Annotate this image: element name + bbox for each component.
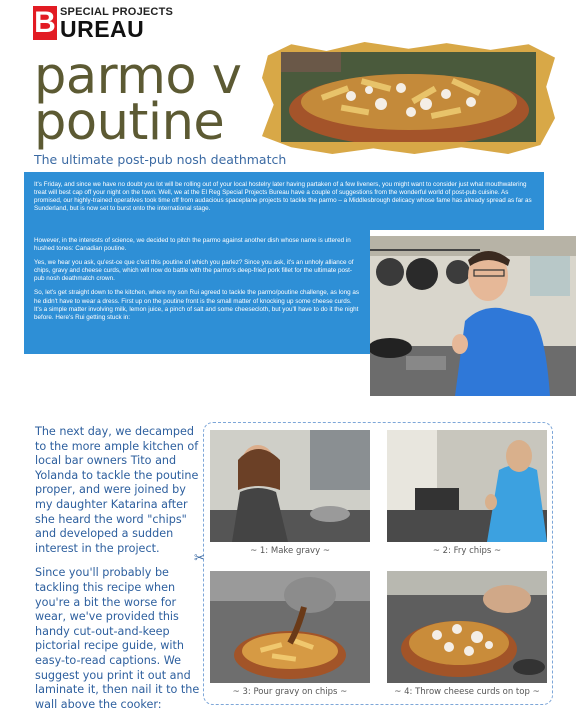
logo-badge: B — [34, 6, 56, 39]
step-4-photo — [387, 571, 547, 683]
side-column — [35, 425, 205, 722]
intro-paragraph-4: So, let's get straight down to the kitchen, where my son Rui agreed to tackle the parmo/poutine challenge, as long as he didn't have to wear a dress. First up on the poutine front is the small matter of knocking up some cheese curds. It's a simple matter involving milk, lemon juice, a pinch of salt and some cheesecloth, but you'll have to do it the night before. Here's Rui getting stuck in: — [34, 289, 359, 321]
step-2-photo — [387, 430, 547, 542]
rui-cooking-photo — [370, 236, 576, 396]
side-paragraph-2: Since you'll probably be tackling this recipe when you're a bit the worse for wear, we've provided this handy cut-out-and-keep pictorial recipe guide, with easy-to-read captions. We suggest you print it out and laminate it, then nail it to the wall above the cooker: — [35, 566, 200, 711]
scissors-icon: ✂ — [194, 550, 205, 565]
intro-paragraph-2: However, in the interests of science, we decided to pitch the parmo against another dish whose name is uttered in hushed tones: Canadian poutine. — [34, 237, 351, 253]
title-line1: parmo v — [34, 47, 242, 106]
step-2-caption: ~ 2: Fry chips ~ — [432, 546, 502, 556]
poutine-dish-photo — [281, 52, 536, 142]
side-paragraph-1: The next day, we decamped to the more ample kitchen of local bar owners Tito and Yolanda to tackle the poutine proper, and were joined by my daughter Katarina after she heard the word "chips" and developed a sudden interest in the project. — [35, 425, 199, 555]
page-title — [34, 47, 274, 152]
step-4-caption: ~ 4: Throw cheese curds on top ~ — [394, 687, 540, 697]
intro-paragraph-1: It's Friday, and since we have no doubt you lot will be rolling out of your local hostelry later having partaken of a few liveners, you might want to consider just what mouthwatering treat will best cap off your night on the town. Well, we at the El Reg Special Projects Bureau have a couple of suggestions from the wonderful world of post-pub cuisine. As promised, our highly-trained operatives took time off from audacious spaceplane projects to tackle the parmo – a Middlesbrough delicacy whose fame has already spread as far as Sunderland, but is now set to burst onto the international stage. — [34, 181, 532, 213]
bureau-logo — [33, 6, 173, 42]
intro-box-bottom — [24, 230, 370, 354]
step-1-caption: ~ 1: Make gravy ~ — [250, 546, 330, 556]
recipe-step-1 — [210, 430, 370, 556]
step-1-photo — [210, 430, 370, 542]
logo-line2: UREAU — [60, 16, 145, 42]
page-subtitle: The ultimate post-pub nosh deathmatch — [34, 152, 287, 167]
recipe-step-3 — [210, 571, 370, 697]
logo-line1: SPECIAL PROJECTS — [60, 6, 174, 18]
intro-paragraph-3: Yes, we hear you ask, qu'est-ce que c'est this poutine of which you parlez? Since you ask, it's an unholy alliance of chips, gravy and cheese curds, which will now do battle with the parmo's deep-fried pork fillet for the ultimate post-pub nosh deathmatch crown. — [34, 259, 354, 283]
step-3-caption: ~ 3: Pour gravy on chips ~ — [232, 687, 348, 697]
title-line2: poutine — [34, 93, 225, 152]
intro-box-top — [24, 172, 544, 230]
recipe-step-2 — [387, 430, 547, 556]
recipe-step-4 — [387, 571, 547, 697]
step-3-photo — [210, 571, 370, 683]
